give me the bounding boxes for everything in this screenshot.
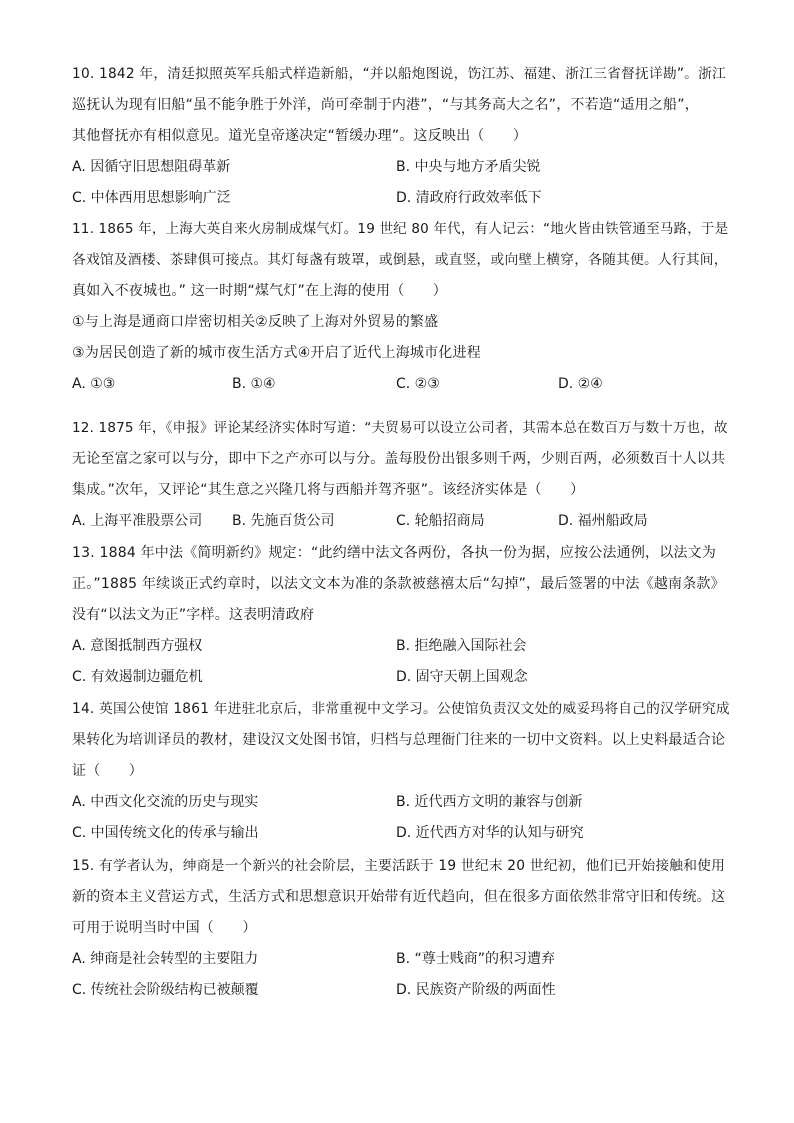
- option-c: C. 中国传统文化的传承与输出: [72, 825, 259, 841]
- option-b: B. 拒绝融入国际社会: [396, 638, 527, 654]
- options-row: [72, 975, 732, 1006]
- option-a: A. 绅商是社会转型的主要阻力: [72, 951, 259, 967]
- question-text-line: 真如入不夜城也。” 这一时期“煤气灯”在上海的使用（ ）: [72, 283, 448, 299]
- options-row: [72, 787, 732, 818]
- question-text-line: 13. 1884 年中法《简明新约》规定：“此约缮中法文各两份，各执一份为据，应按公法通例，以法文为: [72, 545, 717, 561]
- option-c: C. 传统社会阶级结构已被颠覆: [72, 982, 259, 998]
- option-b: B. 中央与地方矛盾尖锐: [396, 159, 541, 175]
- options-row: [72, 631, 732, 662]
- question-11: [72, 214, 732, 400]
- question-text-line: 证（ ）: [72, 763, 143, 779]
- option-d: D. 民族资产阶级的两面性: [396, 982, 556, 998]
- option-d: D. 近代西方对华的认知与研究: [396, 825, 584, 841]
- question-text-line: 其他督抚亦有相似意见。道光皇帝遂决定“暂缓办理”。这反映出（ ）: [72, 128, 528, 144]
- question-10: [72, 59, 732, 214]
- options-row: [72, 506, 732, 537]
- option-a: A. ①③: [72, 376, 116, 392]
- question-text-line: 12. 1875 年，《申报》评论某经济实体时写道：“夫贸易可以设立公司者，其需本总在数百万与数十万也，故: [72, 420, 728, 436]
- question-15: [72, 851, 732, 1006]
- question-13: [72, 538, 732, 693]
- option-a: A. 因循守旧思想阻碍革新: [72, 159, 231, 175]
- question-text-line: 巡抚认为现有旧船“虽不能争胜于外洋，尚可牵制于内港”，“与其务高大之名”，不若造“适用之船”，: [72, 97, 699, 113]
- question-text-line: 可用于说明当时中国（ ）: [72, 920, 257, 936]
- question-text-line: 14. 英国公使馆 1861 年进驻北京后，非常重视中文学习。公使馆负责汉文处的威妥玛将自己的汉学研究成: [72, 701, 730, 717]
- question-text-line: 无论至富之家可以与分，即中下之产亦可以与分。盖每股份出银多则千两，少则百两，必须数百十人以共: [72, 451, 726, 467]
- options-row: [72, 152, 732, 183]
- option-a: A. 意图抵制西方强权: [72, 638, 203, 654]
- option-d: D. 固守天朝上国观念: [396, 669, 528, 685]
- option-b: B. ①④: [232, 376, 276, 392]
- statement-line: ①与上海是通商口岸密切相关②反映了上海对外贸易的繁盛: [72, 314, 439, 330]
- question-text-line: 正。”1885 年续谈正式约章时，以法文文本为准的条款被慈禧太后“勾掉”，最后签署的中法《越南条款》: [72, 576, 725, 592]
- question-text-line: 集成。”次年，又评论“其生意之兴隆几将与西船并驾齐驱”。该经济实体是（ ）: [72, 482, 585, 498]
- option-a: A. 上海平准股票公司: [72, 513, 203, 529]
- options-row: [72, 183, 732, 214]
- option-d: D. 福州船政局: [558, 513, 648, 529]
- question-text-line: 没有“以法文为正”字样。这表明清政府: [72, 607, 315, 623]
- option-d: D. 清政府行政效率低下: [396, 190, 542, 206]
- options-row: [72, 662, 732, 693]
- question-text-line: 新的资本主义营运方式，生活方式和思想意识开始带有近代趋向，但在很多方面依然非常守旧和传统。这: [72, 889, 726, 905]
- question-text-line: 10. 1842 年，清廷拟照英军兵船式样造新船，“并以船炮图说，饬江苏、福建、浙江三省督抚详勘”。浙江: [72, 66, 727, 82]
- option-c: C. 中体西用思想影响广泛: [72, 190, 231, 206]
- option-b: B. “尊士贱商”的积习遭弃: [396, 951, 556, 967]
- options-row: [72, 944, 732, 975]
- option-d: D. ②④: [558, 376, 603, 392]
- option-c: C. ②③: [396, 376, 440, 392]
- question-12: [72, 413, 732, 537]
- option-b: B. 近代西方文明的兼容与创新: [396, 794, 583, 810]
- question-14: [72, 694, 732, 849]
- statement-line: ③为居民创造了新的城市夜生活方式④开启了近代上海城市化进程: [72, 345, 481, 361]
- question-text-line: 11. 1865 年，上海大英自来火房制成煤气灯。19 世纪 80 年代，有人记云：“地火皆由铁管通至马路，于是: [72, 221, 729, 237]
- option-c: C. 轮船招商局: [396, 513, 485, 529]
- option-c: C. 有效遏制边疆危机: [72, 669, 203, 685]
- option-b: B. 先施百货公司: [232, 513, 335, 529]
- option-a: A. 中西文化交流的历史与现实: [72, 794, 259, 810]
- question-text-line: 果转化为培训译员的教材，建设汉文处图书馆，归档与总理衙门往来的一切中文资料。以上史料最适合论: [72, 732, 726, 748]
- question-text-line: 15. 有学者认为，绅商是一个新兴的社会阶层，主要活跃于 19 世纪末 20 世纪初，他们已开始接触和使用: [72, 858, 726, 874]
- question-text-line: 各戏馆及酒楼、茶肆俱可接点。其灯每盏有玻罩，或倒悬，或直竖，或向壁上横穿，各随其便。人行其间，: [72, 252, 728, 268]
- options-row: [72, 818, 732, 849]
- options-row: [72, 369, 732, 400]
